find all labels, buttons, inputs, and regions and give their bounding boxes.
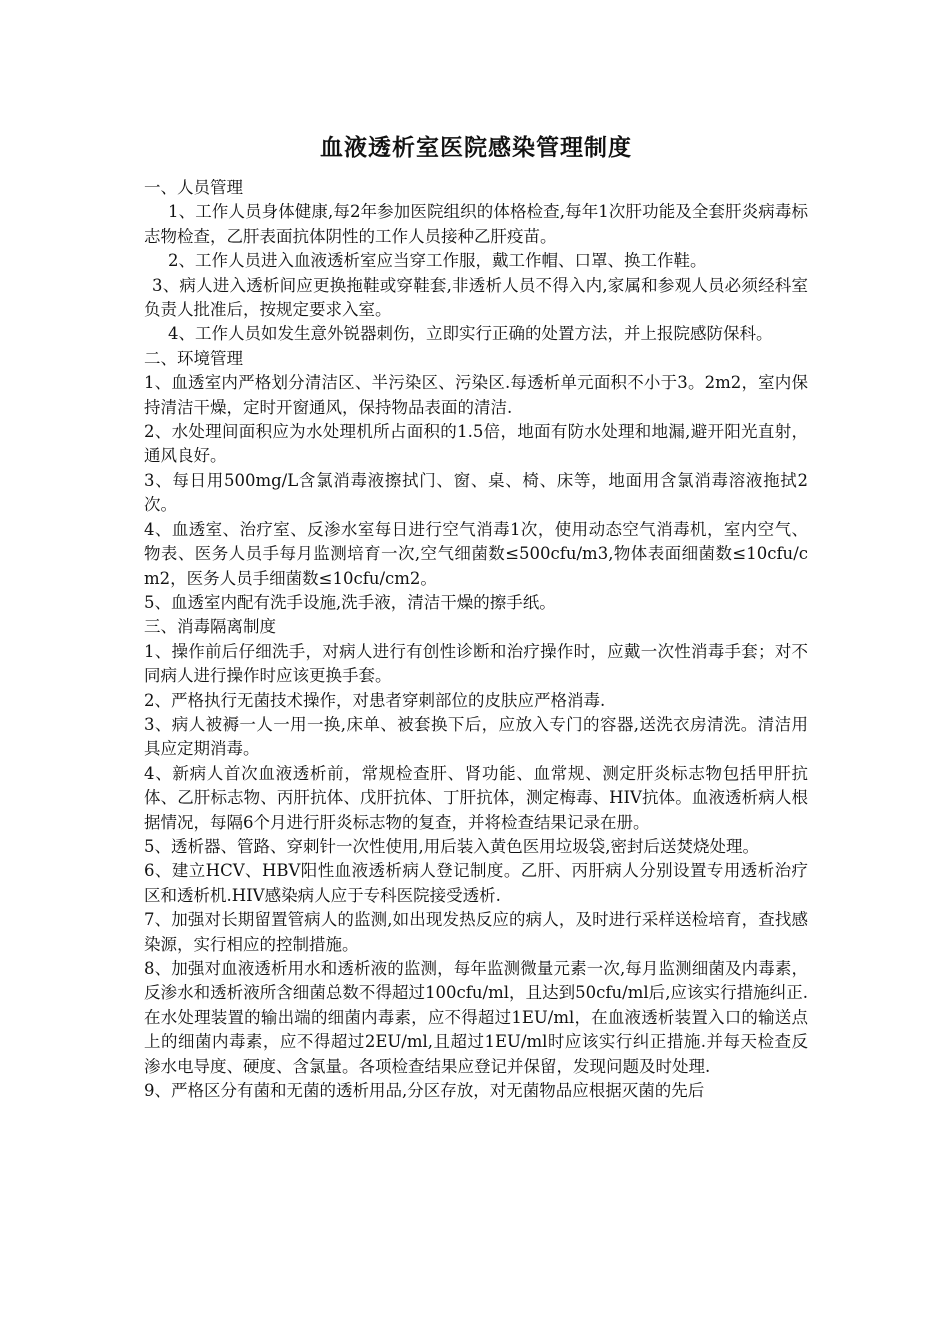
paragraph: 2、工作人员进入血液透析室应当穿工作服，戴工作帽、口罩、换工作鞋。	[168, 251, 707, 271]
paragraph: 1、操作前后仔细洗手，对病人进行有创性诊断和治疗操作时，应戴一次性消毒手套；对不同病人进行操作时应该更换手套。	[144, 641, 808, 686]
paragraph: 5、血透室内配有洗手设施,洗手液，清洁干燥的擦手纸。	[144, 592, 556, 612]
section-heading: 一、人员管理	[144, 178, 243, 197]
paragraph: 5、透析器、管路、穿刺针一次性使用,用后装入黄色医用垃圾袋,密封后送焚烧处理。	[144, 836, 759, 856]
document-page	[144, 126, 808, 1103]
paragraph: 3、病人进入透析间应更换拖鞋或穿鞋套,非透析人员不得入内,家属和参观人员必须经科室负责人批准后，按规定要求入室。	[144, 275, 808, 320]
paragraph: 4、新病人首次血液透析前，常规检查肝、肾功能、血常规、测定肝炎标志物包括甲肝抗体、乙肝标志物、丙肝抗体、戊肝抗体、丁肝抗体，测定梅毒、HIV抗体。血液透析病人根据情况，每隔6个月进行肝炎标志物的复查，并将检查结果记录在册。	[144, 763, 808, 832]
section-personnel	[144, 176, 808, 347]
section-heading: 三、消毒隔离制度	[144, 617, 276, 637]
paragraph: 4、血透室、治疗室、反渗水室每日进行空气消毒1次，使用动态空气消毒机，室内空气、物表、医务人员手每月监测培育一次,空气细菌数≤500cfu/m3,物体表面细菌数≤10cfu/cm2，医务人员手细菌数≤10cfu/cm2。	[144, 519, 808, 588]
paragraph: 9、严格区分有菌和无菌的透析用品,分区存放，对无菌物品应根据灭菌的先后	[144, 1081, 705, 1101]
paragraph: 6、建立HCV、HBV阳性血液透析病人登记制度。乙肝、丙肝病人分别设置专用透析治疗区和透析机.HIV感染病人应于专科医院接受透析.	[144, 861, 808, 905]
paragraph: 2、水处理间面积应为水处理机所占面积的1.5倍，地面有防水处理和地漏,避开阳光直射，通风良好。	[144, 422, 808, 466]
section-disinfection	[144, 615, 808, 1103]
paragraph: 3、每日用500mg/L含氯消毒液擦拭门、窗、桌、椅、床等，地面用含氯消毒溶液拖拭2次。	[144, 470, 808, 515]
paragraph: 4、工作人员如发生意外锐器刺伤，立即实行正确的处置方法，并上报院感防保科。	[168, 324, 773, 344]
paragraph: 2、严格执行无菌技术操作，对患者穿刺部位的皮肤应严格消毒.	[144, 690, 606, 710]
paragraph: 3、病人被褥一人一用一换,床单、被套换下后，应放入专门的容器,送洗衣房清洗。清洁用具应定期消毒。	[144, 714, 808, 759]
paragraph: 1、血透室内严格划分清洁区、半污染区、污染区.每透析单元面积不小于3。2m2，室内保持清洁干燥，定时开窗通风，保持物品表面的清洁.	[144, 373, 808, 417]
paragraph: 1、工作人员身体健康,每2年参加医院组织的体格检查,每年1次肝功能及全套肝炎病毒标志物检查，乙肝表面抗体阴性的工作人员接种乙肝疫苗。	[144, 202, 808, 246]
paragraph: 7、加强对长期留置管病人的监测,如出现发热反应的病人，及时进行采样送检培育，查找感染源，实行相应的控制措施。	[144, 910, 808, 954]
paragraph: 8、加强对血液透析用水和透析液的监测，每年监测微量元素一次,每月监测细菌及内毒素，反渗水和透析液所含细菌总数不得超过100cfu/ml，且达到50cfu/ml后,应该实行措施纠正.在水处理装置的输出端的细菌内毒素，应不得超过1EU/ml，在血液透析装置入口的输送点上的细菌内毒素，应不得超过2EU/ml,且超过1EU/ml时应该实行纠正措施.并每天检查反渗水电导度、硬度、含氯量。各项检查结果应登记并保留，发现问题及时处理.	[144, 959, 808, 1076]
section-heading: 二、环境管理	[144, 348, 243, 368]
section-environment	[144, 347, 808, 615]
document-title: 血液透析室医院感染管理制度	[320, 134, 632, 161]
